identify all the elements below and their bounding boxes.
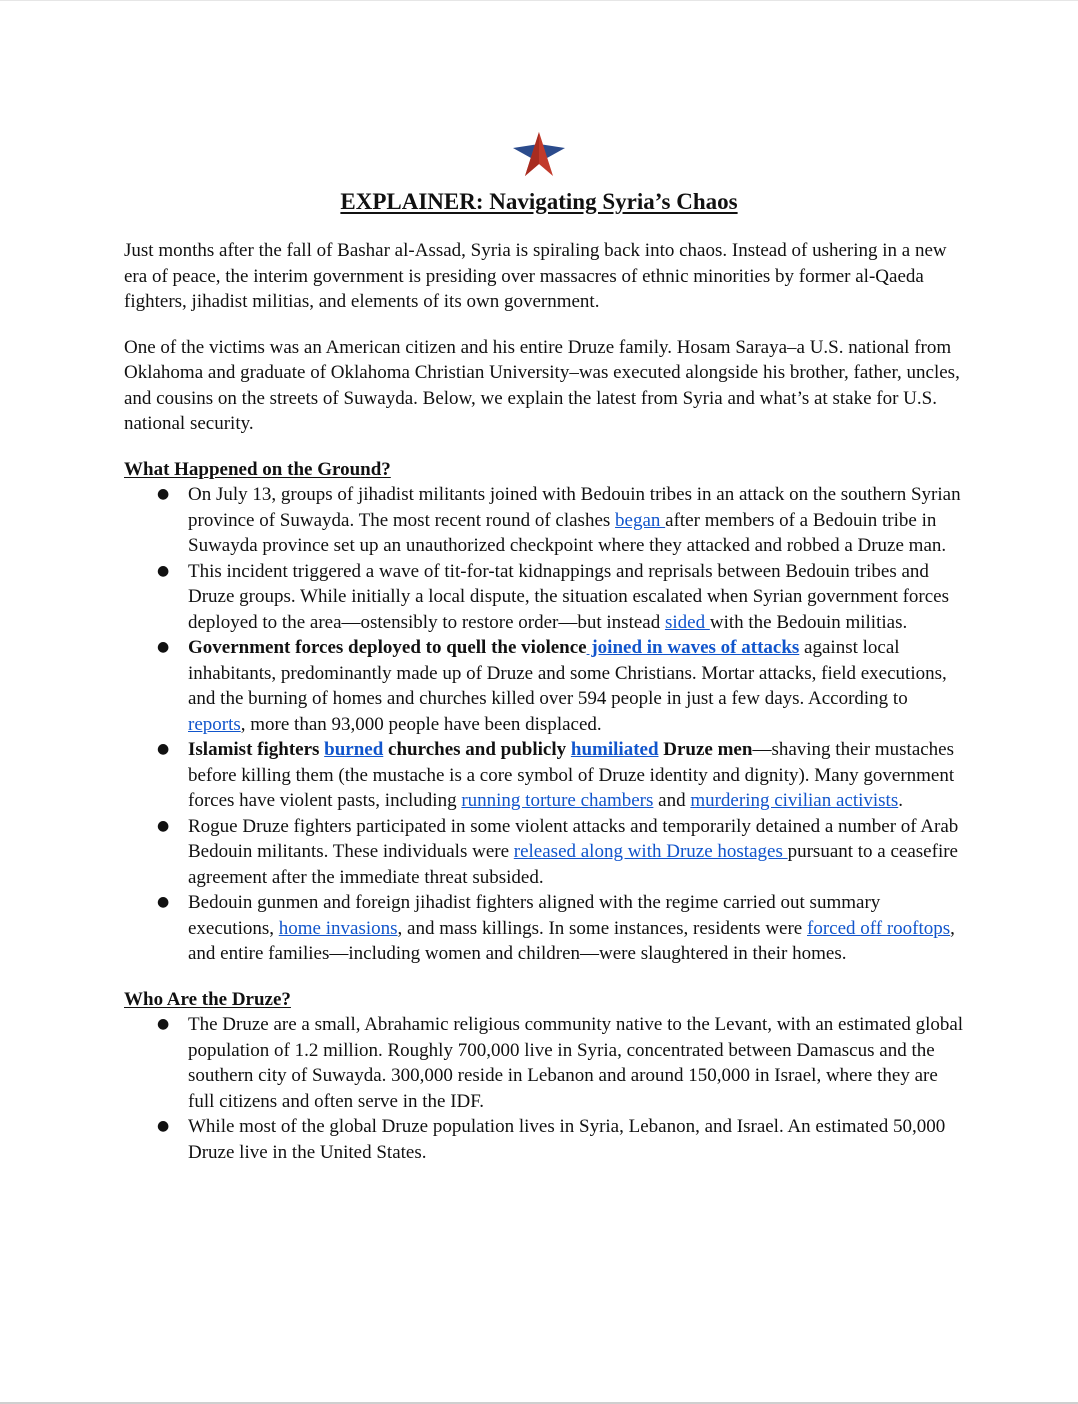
druze-bullet-list (124, 1012, 964, 1165)
bullet-text: after members of a Bedouin tribe in Suwayda province set up an unauthorized checkpoint where they attacked and robbed a Druze man. (188, 509, 947, 556)
list-item (124, 814, 964, 891)
intro-paragraph-2: One of the victims was an American citizen and his entire Druze family. Hosam Saraya–a U.S. national from Oklahoma and graduate of Oklahoma Christian University–was executed alongside his brother, father, uncles, and cousins on the streets of Suwayda. Below, we explain the latest from Syria and what’s at stake for U.S. national security. (124, 336, 960, 434)
bullet-bold-text: Druze men (658, 739, 753, 760)
list-item (124, 1012, 964, 1114)
bullet-text: with the Bedouin militias. (709, 611, 908, 633)
link-reports[interactable]: reports (188, 713, 241, 735)
link-sided[interactable]: sided (664, 611, 710, 633)
page-top-edge (0, 0, 1078, 1)
bullet-icon: ● (157, 741, 170, 757)
intro-paragraph-1: Just months after the fall of Bashar al-Assad, Syria is spiraling back into chaos. Instead of ushering in a new era of peace, the interim government is presiding over massacres of ethnic minorities by former al-Qaeda fighters, jihadist militias, and elements of its own government. (124, 240, 947, 312)
list-item (124, 890, 964, 967)
list-item (124, 635, 964, 737)
ground-bullet-list (124, 482, 964, 967)
list-item (124, 737, 964, 814)
bullet-text: Rogue Druze fighters participated in some violent attacks and temporarily detained a number of Arab Bedouin militants. These individuals were (188, 815, 959, 862)
bullet-icon: ● (157, 1016, 170, 1032)
bullet-bold-text: Government forces deployed to quell the violence (188, 637, 587, 658)
link-joined-in-waves-of-attacks[interactable]: joined in waves of attacks (586, 637, 800, 658)
bullet-text: . (898, 790, 903, 811)
bullet-text: The Druze are a small, Abrahamic religious community native to the Levant, with an estimated global population of 1.2 million. Roughly 700,000 live in Syria, concentrated between Damascus and the southern city of Suwayda. 300,000 reside in Lebanon and around 150,000 in Israel, where they are full citizens and often serve in the IDF. (188, 1014, 964, 1112)
link-running-torture-chambers[interactable]: running torture chambers (461, 790, 654, 811)
section-heading-druze: Who Are the Druze? (124, 988, 291, 1010)
link-released-with-druze-hostages[interactable]: released along with Druze hostages (513, 841, 788, 862)
document-body (124, 238, 964, 1185)
bullet-text: and (653, 790, 691, 811)
bullet-icon: ● (157, 894, 170, 910)
bullet-bold-text: Islamist fighters (188, 739, 325, 760)
link-forced-off-rooftops[interactable]: forced off rooftops (807, 917, 951, 939)
list-item (124, 482, 964, 559)
bullet-icon: ● (157, 486, 170, 502)
bullet-text: , and entire families—including women and children—were slaughtered in their homes. (188, 917, 955, 964)
bullet-icon: ● (157, 562, 170, 579)
bullet-text: On July 13, groups of jihadist militants joined with Bedouin tribes in an attack on the southern Syrian province of Suwayda. The most recent round of clashes (188, 484, 961, 531)
link-murdering-civilian-activists[interactable]: murdering civilian activists (690, 790, 899, 811)
bullet-text: , more than 93,000 people have been displaced. (240, 713, 602, 735)
link-began[interactable]: began (615, 509, 666, 531)
bullet-bold-text: churches and publicly (383, 739, 571, 760)
page-title: EXPLAINER: Navigating Syria’s Chaos (340, 189, 738, 214)
bullet-icon: ● (157, 1118, 170, 1134)
bullet-text: This incident triggered a wave of tit-for-tat kidnappings and reprisals between Bedouin tribes and Druze groups. While initially a local dispute, the situation escalated when Syrian government forces deployed to the area—ostensibly to restore order—but instead (188, 560, 950, 633)
list-item (124, 559, 964, 636)
bullet-icon: ● (157, 639, 170, 655)
link-burned[interactable]: burned (324, 739, 384, 760)
link-humiliated[interactable]: humiliated (570, 739, 659, 760)
link-home-invasions[interactable]: home invasions (278, 917, 398, 939)
star-logo-icon (513, 132, 565, 178)
section-heading-ground: What Happened on the Ground? (124, 458, 391, 480)
list-item (124, 1114, 964, 1165)
bullet-text: —shaving their mustaches before killing them (the mustache is a core symbol of Druze identity and dignity). Many government forces have violent pasts, including (188, 739, 955, 811)
bullet-text: Bedouin gunmen and foreign jihadist fighters aligned with the regime carried out summary executions, (188, 892, 881, 939)
bullet-text: While most of the global Druze population lives in Syria, Lebanon, and Israel. An estimated 50,000 Druze live in the United States. (188, 1116, 946, 1163)
bullet-icon: ● (157, 817, 170, 834)
bullet-text: , and mass killings. In some instances, residents were (397, 917, 807, 939)
bullet-text: pursuant to a ceasefire agreement after the immediate threat subsided. (188, 841, 958, 888)
bullet-text: against local inhabitants, predominantly made up of Druze and some Christians. Mortar attacks, field executions, and the burning of homes and churches killed over 594 people in just a few days. According to (188, 637, 947, 709)
